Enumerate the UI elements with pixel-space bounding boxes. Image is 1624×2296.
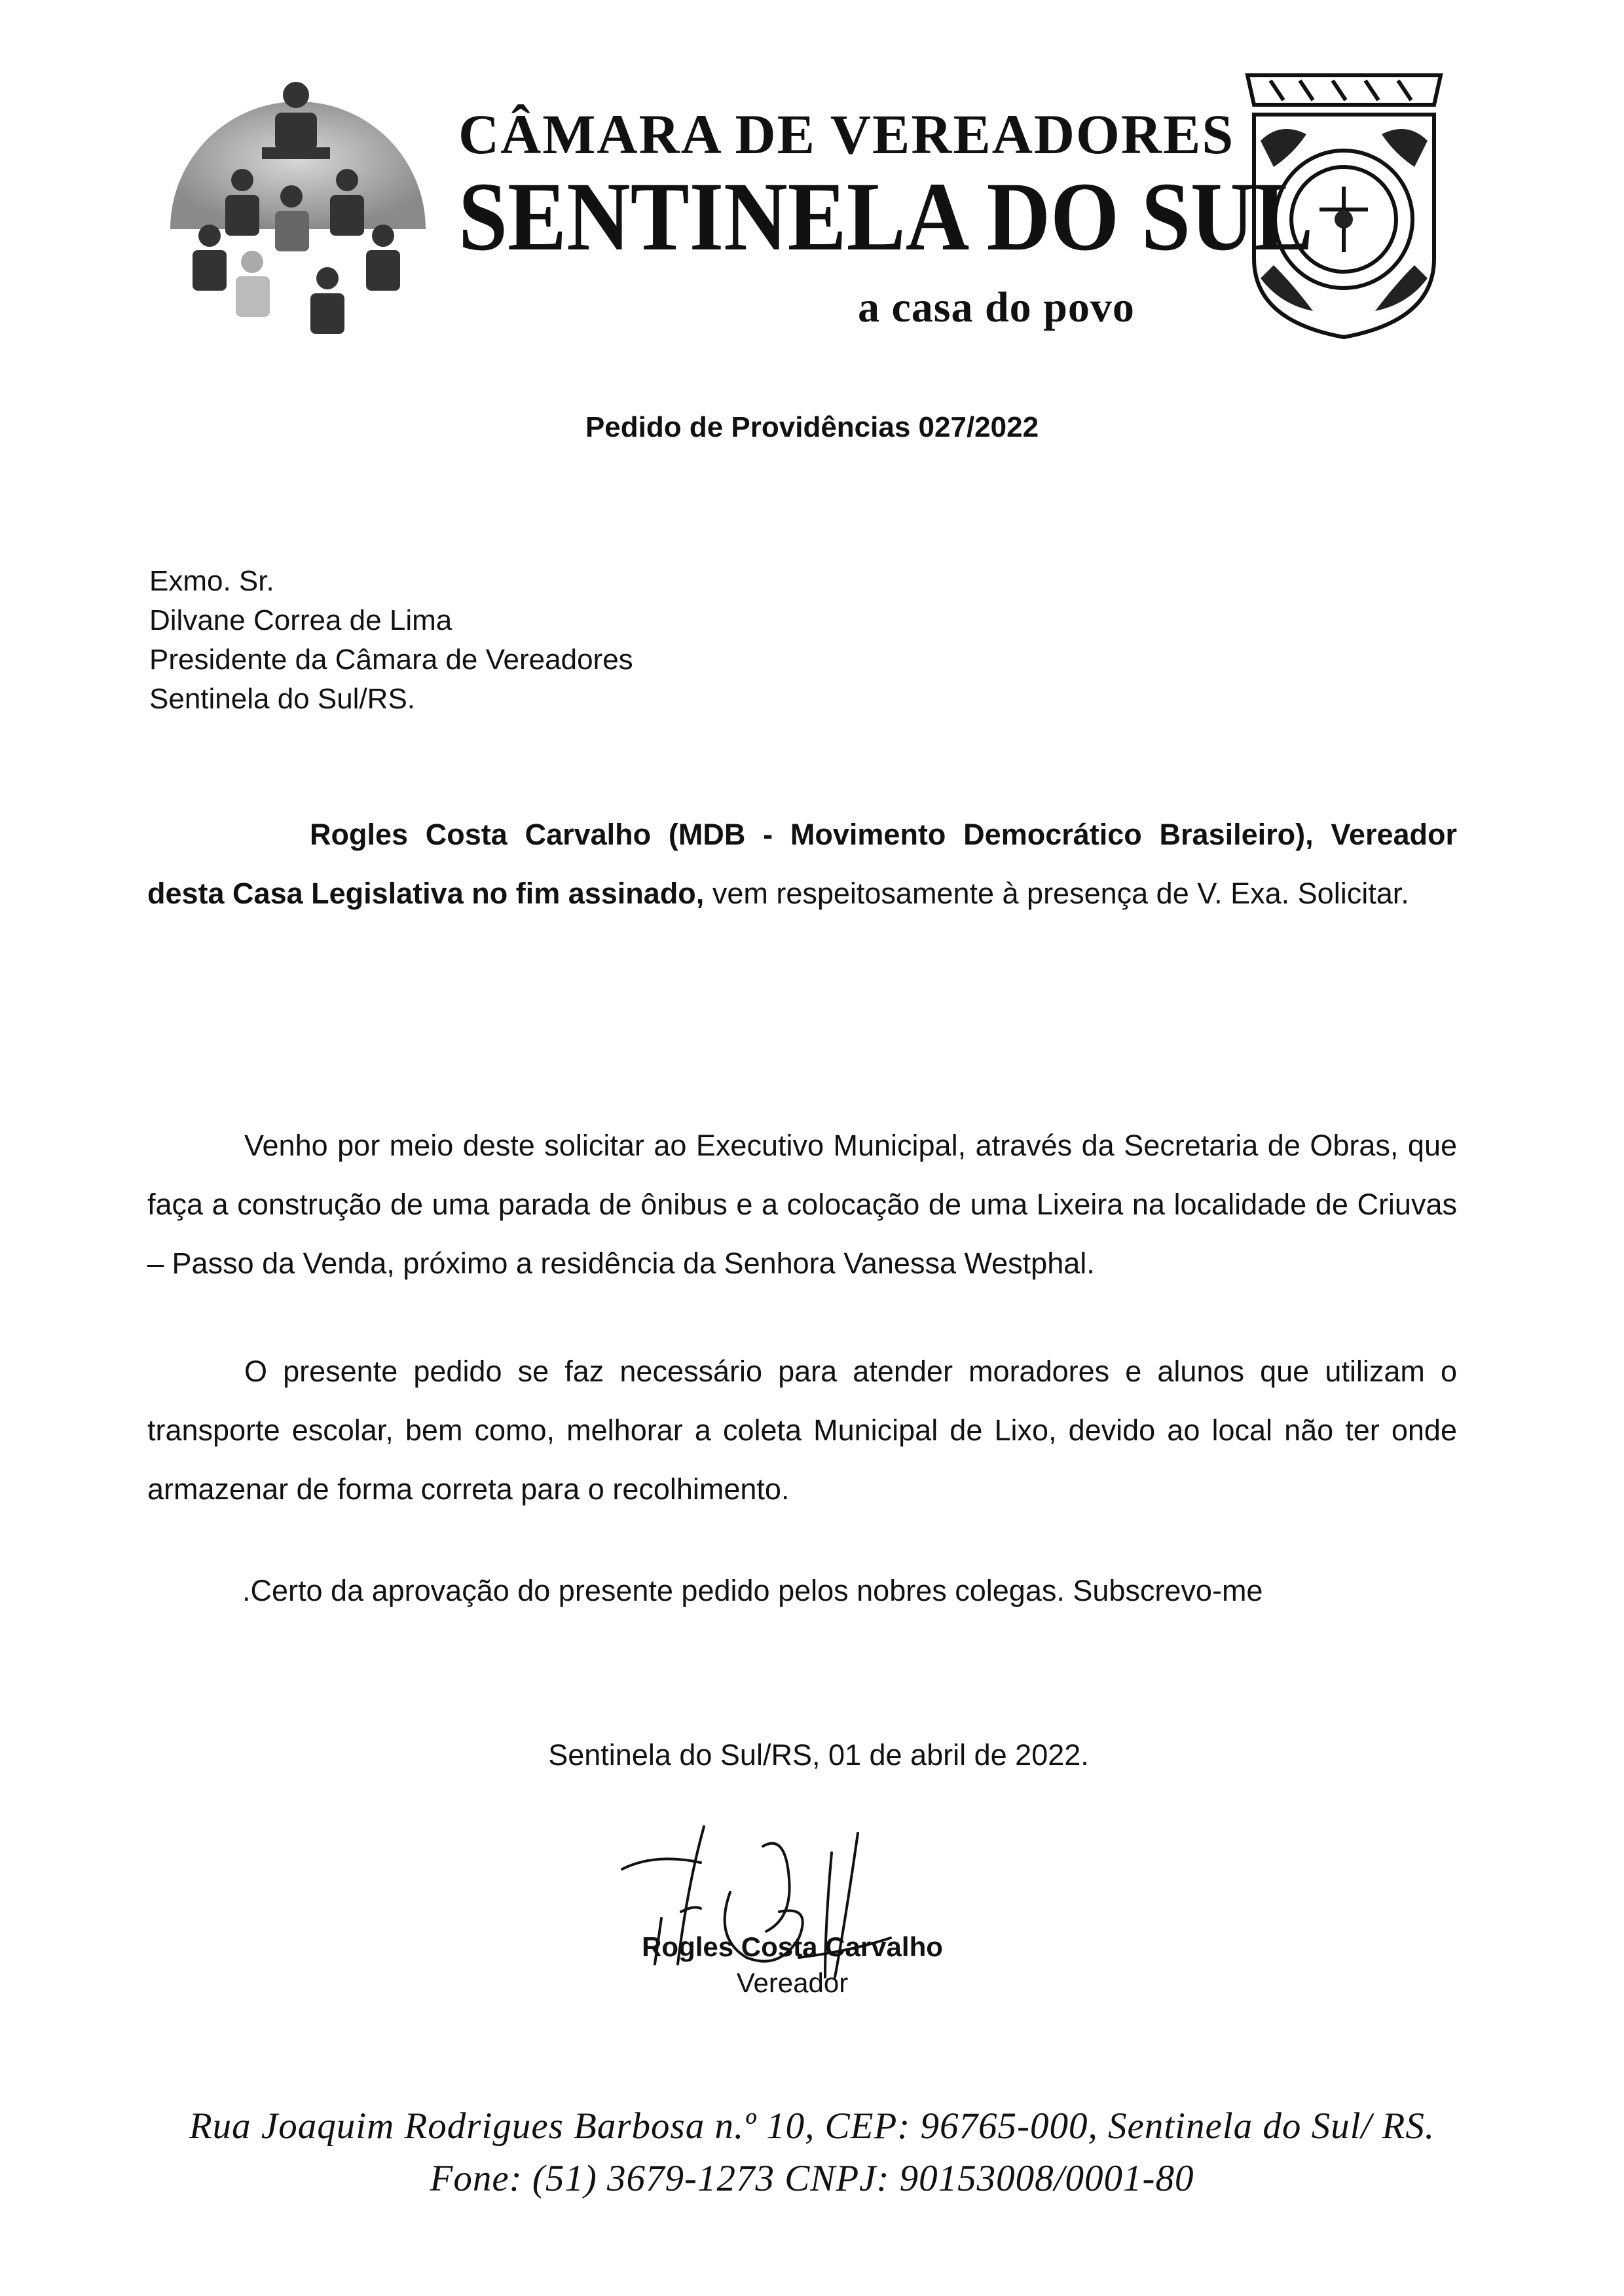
body-paragraph-2: O presente pedido se faz necessário para atender moradores e alunos que utilizam o transporte escolar, bem como, melhorar a coleta Municipal de Lixo, devido ao local não ter onde armazenar de forma correta para o recolhimento. — [147, 1355, 1457, 1506]
chamber-people-logo — [157, 65, 432, 347]
body-paragraph-1: Venho por meio deste solicitar ao Executivo Municipal, através da Secretaria de Obras, que faça a construção de uma parada de ônibus e a colocação de uma Lixeira na localidade de Criuvas – Passo da Venda, próximo a residência da Senhora Vanessa Westphal. — [147, 1129, 1457, 1280]
footer-contact: Fone: (51) 3679-1273 CNPJ: 90153008/0001-80 — [430, 2158, 1194, 2199]
closing-paragraph: .Certo da aprovação do presente pedido pelos nobres colegas. Subscrevo-me — [242, 1574, 1263, 1607]
intro-paragraph — [147, 805, 1457, 923]
municipal-coat-of-arms — [1234, 69, 1454, 344]
addressee-line-2: Dilvane Correa de Lima — [149, 604, 452, 636]
footer-address: Rua Joaquim Rodrigues Barbosa n.º 10, CEP: 96765-000, Sentinela do Sul/ RS. — [189, 2105, 1435, 2147]
document-date: Sentinela do Sul/RS, 01 de abril de 2022. — [548, 1738, 1089, 1772]
intro-rest-text: vem respeitosamente à presença de V. Exa. Solicitar. — [704, 877, 1409, 910]
header-chamber-title: CÂMARA DE VEREADORES — [458, 103, 1235, 166]
addressee-line-3: Presidente da Câmara de Vereadores — [149, 644, 633, 676]
addressee-line-1: Exmo. Sr. — [149, 565, 274, 597]
addressee-line-4: Sentinela do Sul/RS. — [149, 683, 416, 715]
header-slogan: a casa do povo — [858, 283, 1135, 331]
signer-name: Rogles Costa Carvalho — [642, 1931, 943, 1962]
intro-bold-text: Rogles Costa Carvalho (MDB - Movimento Democrático Brasileiro), Vereador desta Casa Legislativa no fim assinado, — [147, 818, 1457, 910]
header-city-title: SENTINELA DO SUL — [458, 162, 1314, 271]
signer-title: Vereador — [736, 1967, 849, 1998]
document-heading: Pedido de Providências 027/2022 — [585, 411, 1039, 443]
